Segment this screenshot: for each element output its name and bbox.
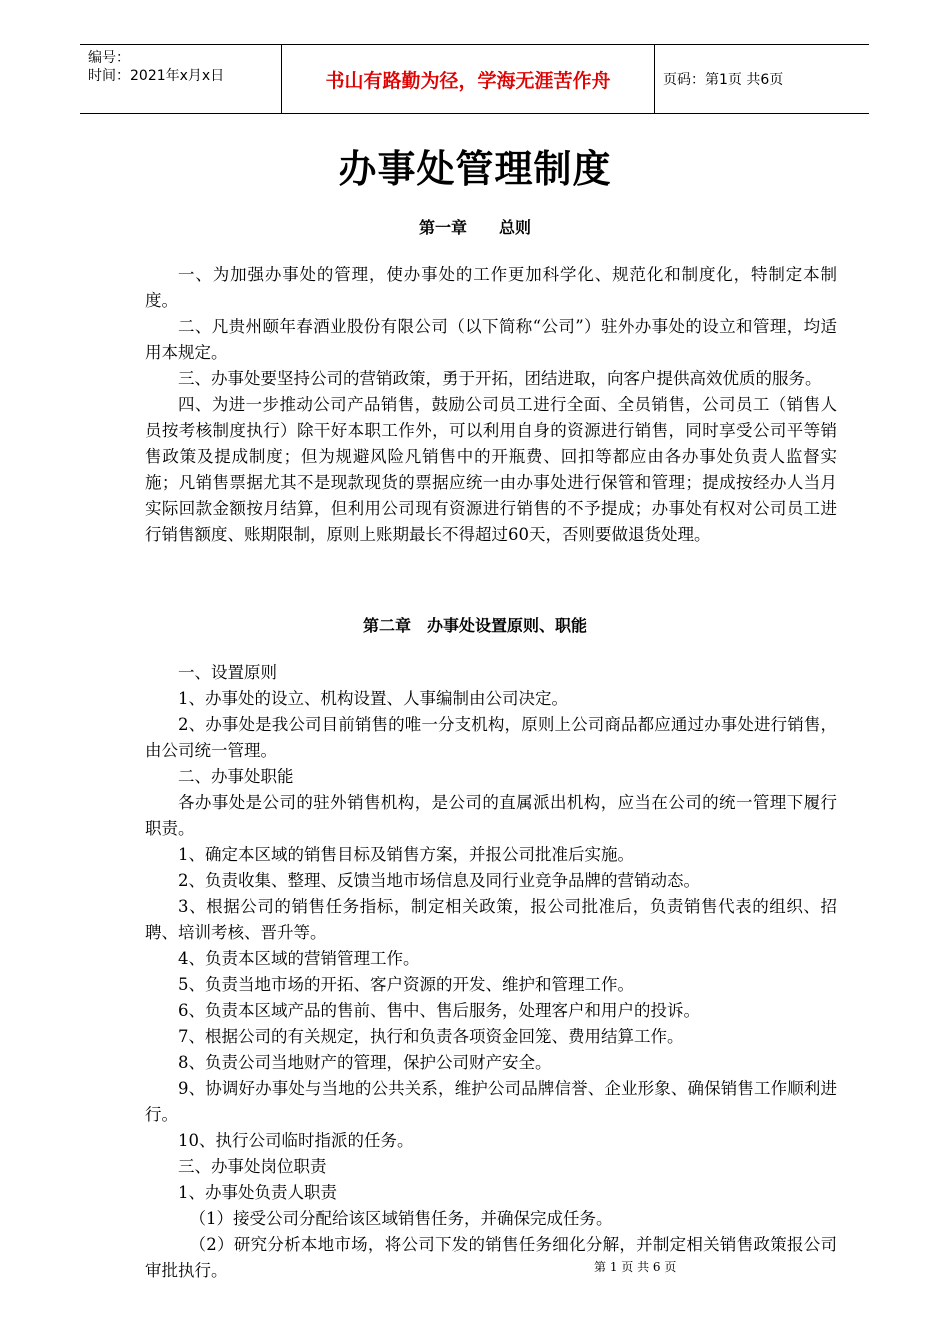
paragraph: 1、办事处的设立、机构设置、人事编制由公司决定。 <box>178 689 568 708</box>
paragraph: 1、办事处负责人职责 <box>178 1183 337 1202</box>
paragraph: 9、协调好办事处与当地的公共关系，维护公司品牌信誉、企业形象、确保销售工作顺利进行。 <box>145 1079 837 1124</box>
paragraph: （1）接受公司分配给该区域销售任务，并确保完成任务。 <box>189 1209 613 1228</box>
paragraph: 1、确定本区域的销售目标及销售方案，并报公司批准后实施。 <box>178 845 634 864</box>
time-label: 时间：2021年x月x日 <box>88 68 225 84</box>
paragraph: 4、负责本区域的营销管理工作。 <box>178 949 420 968</box>
paragraph: 2、办事处是我公司目前销售的唯一分支机构，原则上公司商品都应通过办事处进行销售，由公司统一管理。 <box>145 715 837 760</box>
paragraph: 各办事处是公司的驻外销售机构，是公司的直属派出机构，应当在公司的统一管理下履行职责。 <box>145 793 837 838</box>
chapter1-heading: 第一章 总则 <box>418 218 531 237</box>
document-title: 办事处管理制度 <box>338 147 612 191</box>
page-header <box>80 44 869 114</box>
chapter2-heading: 第二章 办事处设置原则、职能 <box>362 616 587 635</box>
paragraph: 二、办事处职能 <box>178 767 294 786</box>
header-motto: 书山有路勤为径，学海无涯苦作舟 <box>281 45 655 113</box>
paragraph: 三、办事处要坚持公司的营销政策，勇于开拓，团结进取，向客户提供高效优质的服务。 <box>178 369 822 388</box>
paragraph: 二、凡贵州颐年春酒业股份有限公司（以下简称“公司”）驻外办事处的设立和管理，均适用本规定。 <box>145 317 837 362</box>
paragraph: 四、为进一步推动公司产品销售，鼓励公司员工进行全面、全员销售，公司员工（销售人员按考核制度执行）除干好本职工作外，可以利用自身的资源进行销售，同时享受公司平等销售政策及提成制度；但为规避风险凡销售中的开瓶费、回扣等都应由各办事处负责人监督实施；凡销售票据尤其不是现款现货的票据应统一由办事处进行保管和管理；提成按经办人当月实际回款金额按月结算，但利用公司现有资源进行销售的不予提成；办事处有权对公司员工进行销售额度、账期限制，原则上账期最长不得超过60天，否则要做退货处理。 <box>145 395 837 544</box>
paragraph: 2、负责收集、整理、反馈当地市场信息及同行业竞争品牌的营销动态。 <box>178 871 700 890</box>
chapter2-body <box>145 660 837 1284</box>
paragraph: 一、设置原则 <box>178 663 277 682</box>
paragraph: 7、根据公司的有关规定，执行和负责各项资金回笼、费用结算工作。 <box>178 1027 684 1046</box>
paragraph: 3、根据公司的销售任务指标，制定相关政策，报公司批准后，负责销售代表的组织、招聘、培训考核、晋升等。 <box>145 897 837 942</box>
header-meta <box>80 45 281 113</box>
chapter1-body <box>145 262 837 548</box>
paragraph: （2）研究分析本地市场，将公司下发的销售任务细化分解，并制定相关销售政策报公司审批执行。 <box>145 1235 837 1280</box>
paragraph: 8、负责公司当地财产的管理，保护公司财产安全。 <box>178 1053 552 1072</box>
paragraph: 5、负责当地市场的开拓、客户资源的开发、维护和管理工作。 <box>178 975 634 994</box>
paragraph: 10、执行公司临时指派的任务。 <box>178 1131 414 1150</box>
paragraph: 6、负责本区域产品的售前、售中、售后服务，处理客户和用户的投诉。 <box>178 1001 700 1020</box>
number-label: 编号： <box>88 50 130 66</box>
header-page-info: 页码：第1页 共6页 <box>663 72 784 88</box>
paragraph: 一、为加强办事处的管理，使办事处的工作更加科学化、规范化和制度化，特制定本制度。 <box>145 265 837 310</box>
paragraph: 三、办事处岗位职责 <box>178 1157 327 1176</box>
page-footer: 第 1 页 共 6 页 <box>594 1260 677 1274</box>
